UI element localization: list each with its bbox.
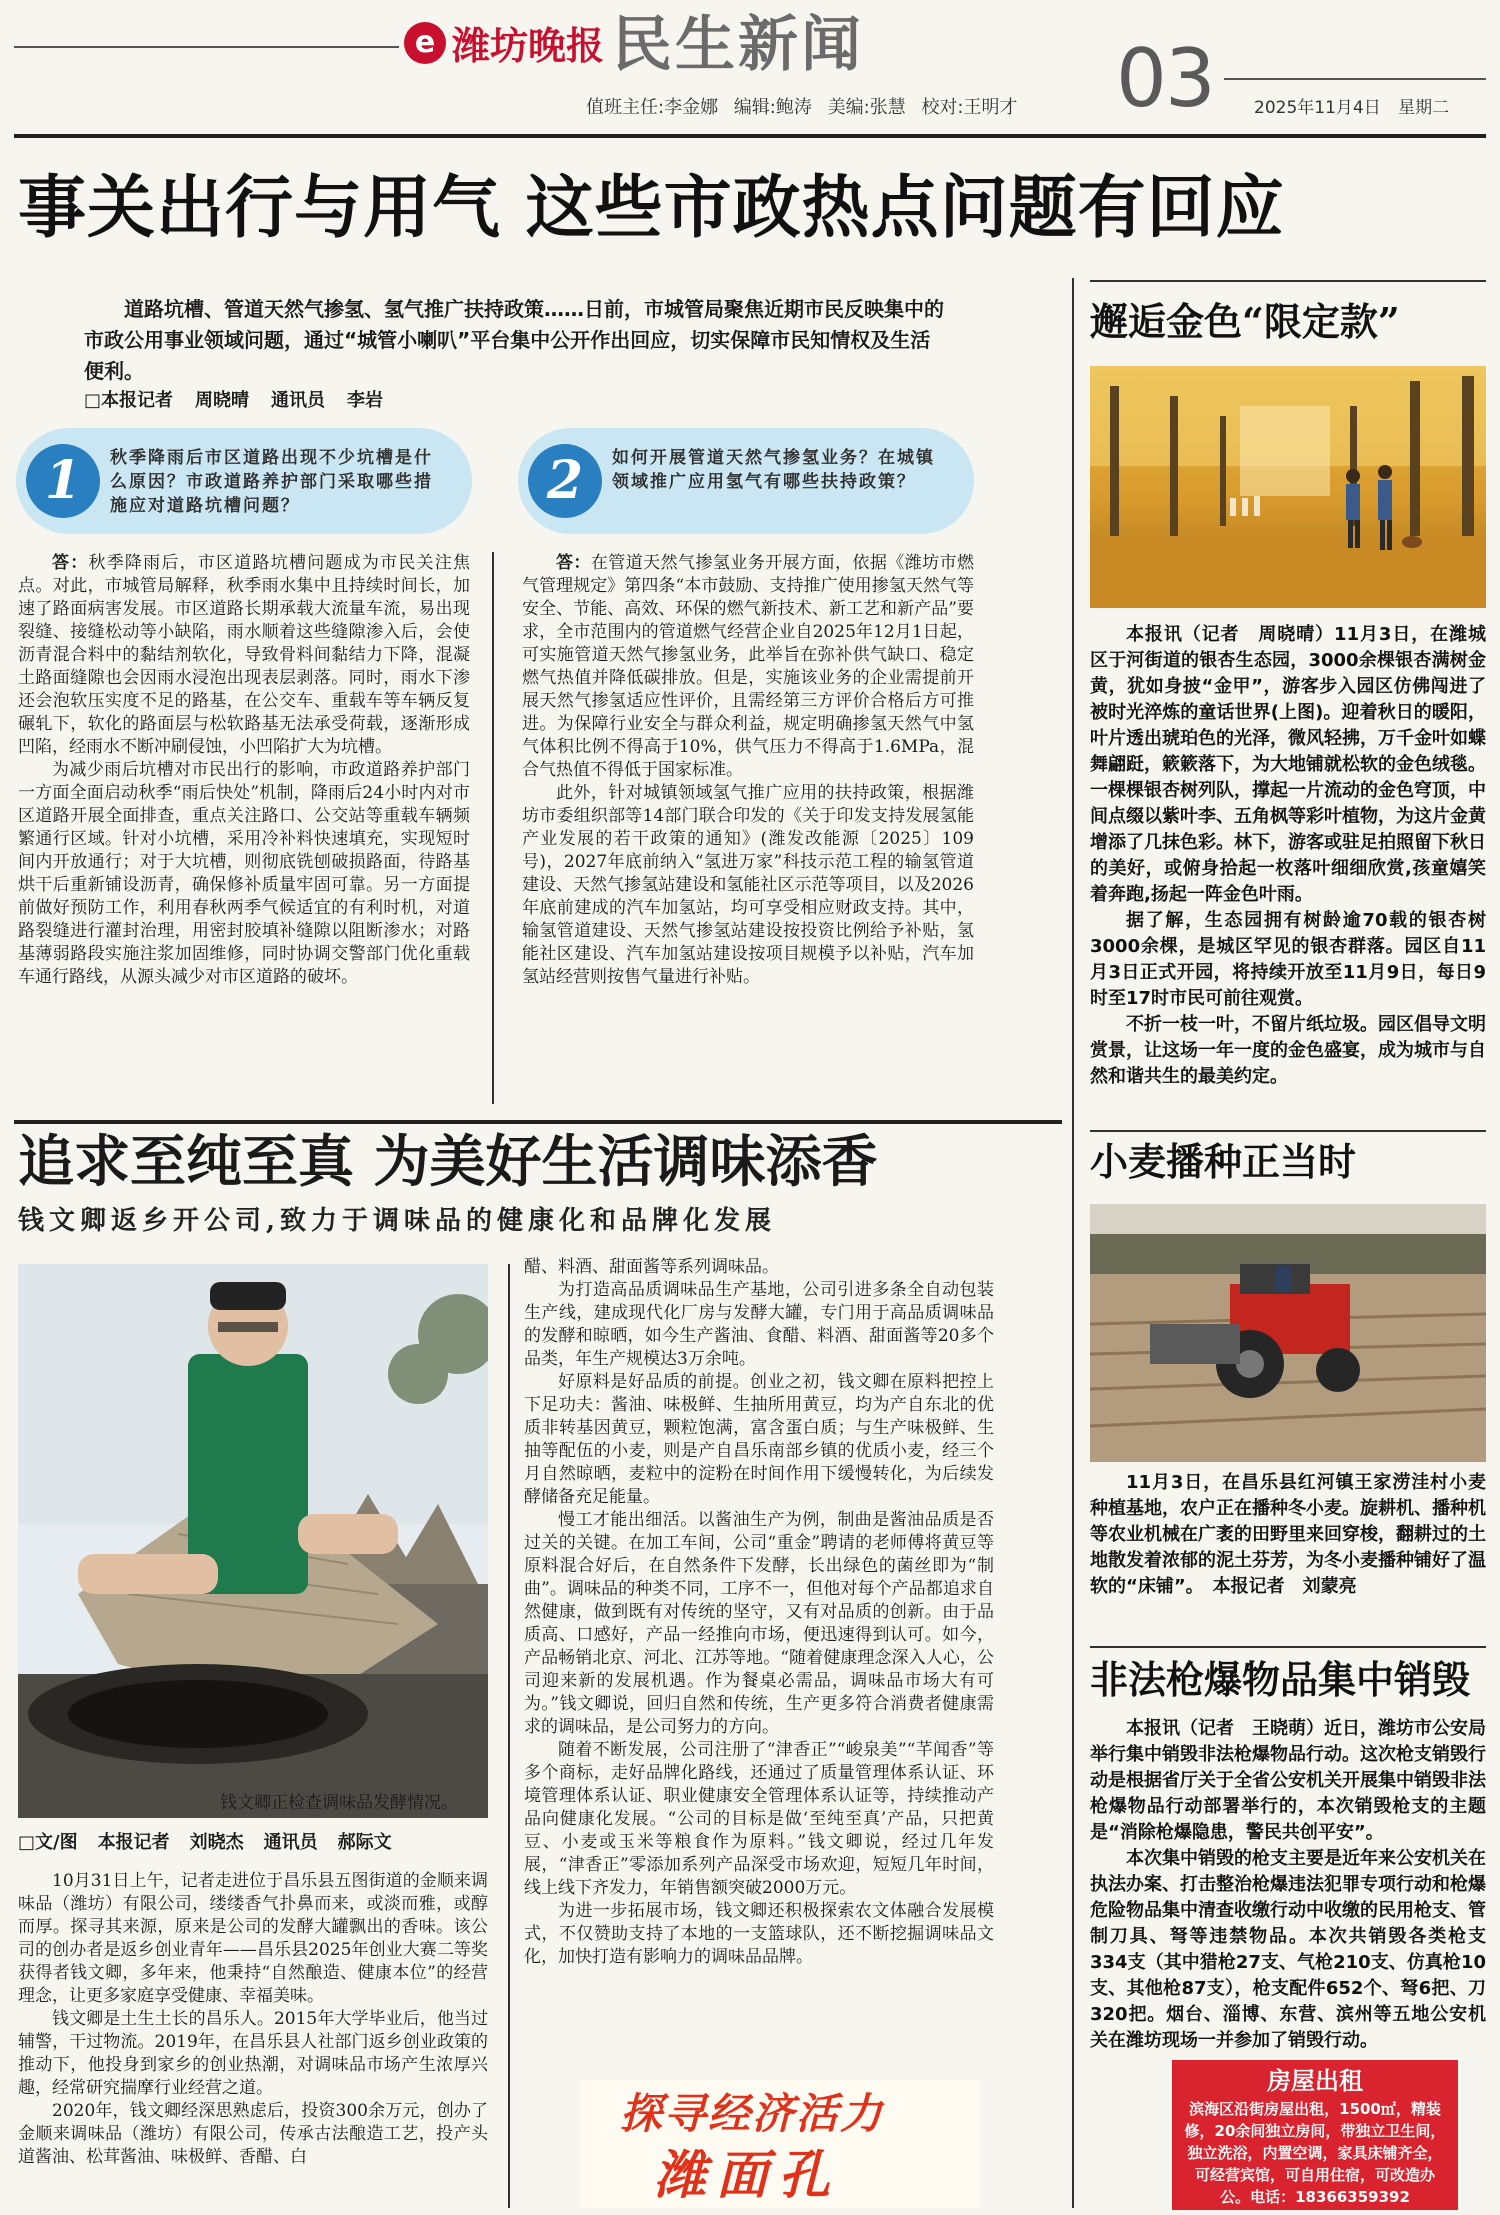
answer-label: 答： — [52, 553, 89, 573]
side3-title: 非法枪爆物品集中销毁 — [1090, 1657, 1471, 1702]
date: 2025年11月4日 — [1254, 98, 1381, 118]
story2-para: 随着不断发展，公司注册了“津香正”“峻泉美”“芊闻香”等多个商标，走好品牌化路线，还通过了质量管理体系认证、环境管理体系认证、职业健康安全管理体系认证等，持续推动产品向健康化发展。“公司的目标是做‘至纯至真’产品，只把黄豆、小麦或玉米等粮食作为原料。”钱文卿说，经过几年发展，“津香正”零添加系列产品深受市场欢迎，短短几年时间，线上线下齐发力，年销售额突破2000万元。 — [524, 1740, 994, 1898]
banner-line-1: 探寻经济活力 — [620, 2089, 885, 2138]
main-byline — [84, 388, 405, 414]
rental-ad — [1172, 2060, 1458, 2210]
side1-para: 据了解，生态园拥有树龄逾70载的银杏树3000余棵，是城区罕见的银杏群落。园区自11月3日正式开园，将持续开放至11月9日，每日9时至17时市民可前往观赏。 — [1090, 910, 1486, 1009]
main-lead — [84, 294, 946, 387]
story2-headline: 追求至纯至真 为美好生活调味添香 — [18, 1130, 878, 1195]
side3-top-rule — [1090, 1646, 1486, 1648]
sidebar-divider — [1072, 278, 1074, 2208]
lead-text: 道路坑槽、管道天然气掺氢、氢气推广扶持政策……日前，市城管局聚焦近期市民反映集中的市政公用事业领域问题，通过“城管小喇叭”平台集中公开作出回应，切实保障市民知情权及生活便利。 — [84, 297, 944, 383]
side3-caption — [1090, 1716, 1486, 2054]
main-headline: 事关出行与用气 这些市政热点问题有回应 — [18, 169, 1285, 248]
answer-2-para — [522, 552, 974, 782]
byline-item: 周晓晴 — [195, 390, 250, 411]
side3-lead: 本报讯（记者 王晓萌） — [1126, 1718, 1324, 1739]
story2-right-column — [524, 1256, 994, 2066]
answer-text: 在管道天然气掺氢业务开展方面，依据《潍坊市燃气管理规定》第四条“本市鼓励、支持推广使用掺氢天然气等安全、节能、高效、环保的燃气新技术、新工艺和新产品”要求，全市范围内的管道燃气经营企业自2025年12月1日起，可实施管道天然气掺氢业务，此举旨在弥补供气缺口、稳定燃气热值并降低碳排放。但是，实施该业务的企业需提前开展天然气掺氢适应性评价，且需经第三方评价合格后方可推进。为保障行业安全与群众利益，规定明确掺氢天然气中氢气体积比例不得高于10%，供气压力不得高于1.6MPa，混合气热值不得低于国家标准。 — [522, 553, 974, 780]
ginkgo-photo — [1090, 366, 1486, 608]
page-number: 03 — [1116, 32, 1214, 125]
story2-para: 为进一步拓展市场，钱文卿还积极探索农文体融合发展模式，不仅赞助支持了本地的一支篮球队，还不断挖掘调味品文化，加快打造有影响力的调味品品牌。 — [524, 1901, 994, 1967]
side2-caption — [1090, 1470, 1486, 1600]
story2-para: 2020年，钱文卿经深思熟虑后，投资300余万元，创办了金顺来调味品（潍坊）有限公司，传承古法酿造工艺，投产头道酱油、松茸酱油、味极鲜、香醋、白 — [18, 2101, 488, 2167]
story2-para: 醋、料酒、甜面酱等系列调味品。 — [524, 1257, 779, 1277]
banner-line-2: 潍面孔 — [654, 2146, 841, 2206]
credit-item: 值班主任:李金娜 — [586, 97, 719, 118]
side3-para: 本次集中销毁的枪支主要是近年来公安机关在执法办案、打击整治枪爆违法犯罪专项行动和枪爆危险物品集中清查收缴行动中收缴的民用枪支、管制刀具、弩等违禁物品。本次共销毁各类枪支334支（其中猎枪27支、气枪210支、仿真枪10支、其他枪87支），枪支配件652个、弩6把、刀320把。烟台、淄博、东营、滨州等五地公安机关在潍坊现场一并参加了销毁行动。 — [1090, 1848, 1486, 2051]
question-2-number: 2 — [528, 444, 602, 518]
side1-title: 邂逅金色“限定款” — [1090, 299, 1400, 344]
brand-logo-icon: e — [404, 22, 446, 64]
story2-para: 慢工才能出细活。以酱油生产为例，制曲是酱油品质是否过关的关键。在加工车间，公司“重金”聘请的老师傅将黄豆等原料混合好后，在自然条件下发酵，长出绿色的菌丝即为“制曲”。调味品的种类不同，工序不一，但他对每个产品都追求自然健康，做到既有对传统的坚守，又有对品质的创新。由于品质高、口感好，产品一经推向市场，便迅速得到认可。如今，产品畅销北京、河北、江苏等地。“随着健康理念深入人心，公司迎来新的发展机遇。作为餐桌必需品，调味品市场大有可为。”钱文卿说，回归自然和传统，生产更多符合消费者健康需求的调味品，是公司努力的方向。 — [524, 1510, 994, 1737]
weekday: 星期二 — [1398, 98, 1450, 118]
story2-para: 钱文卿是土生土长的昌乐人。2015年大学毕业后，他当过辅警，干过物流。2019年，在昌乐县人社部门返乡创业政策的推动下，他投身到家乡的创业热潮，对调味品市场产生浓厚兴趣，经常研究揣摩行业经营之道。 — [18, 2009, 488, 2098]
story2-left-column — [18, 1870, 488, 2212]
side3-text: 近日，潍坊市公安局举行集中销毁非法枪爆物品行动。这次枪支销毁行动是根据省厅关于全省公安机关开展集中销毁非法枪爆物品行动部署举行的，本次销毁枪支的主题是“消除枪爆隐患，警民共创平安”。 — [1090, 1718, 1486, 1843]
photo-caption: 钱文卿正检查调味品发酵情况。 — [220, 1793, 458, 1813]
top-rule-left — [14, 46, 399, 48]
answer-1-para — [18, 552, 470, 759]
column-divider — [508, 1264, 510, 2208]
story2-para: 为打造高品质调味品生产基地，公司引进多条全自动包装生产线，建成现代化厂房与发酵大罐，专门用于高品质调味品的发酵和晾晒，如今生产酱油、食醋、料酒、甜面酱等20多个品类，年生产规模达3万余吨。 — [524, 1280, 994, 1369]
answer-label: 答： — [556, 553, 591, 573]
section-name: 民生新闻 — [612, 10, 864, 80]
byline-item: 通讯员 — [263, 1832, 318, 1853]
credit-item: 编辑:鲍涛 — [733, 97, 812, 118]
credit-item: 校对:王明才 — [921, 97, 1018, 118]
story2-para: 好原料是好品质的前提。创业之初，钱文卿在原料把控上下足功夫：酱油、味极鲜、生抽所用黄豆，均为产自东北的优质非转基因黄豆，颗粒饱满，富含蛋白质；与生产味极鲜、生抽等配伍的小麦，则是产自昌乐南部乡镇的优质小麦，经三个月自然晾晒，麦粒中的淀粉在时间作用下缓慢转化，为后续发酵储备充足能量。 — [524, 1372, 994, 1507]
byline-item: 郝际文 — [337, 1832, 392, 1853]
byline-item: 本报记者 — [97, 1832, 170, 1853]
side3-para — [1090, 1716, 1486, 1846]
story2-rule — [14, 1120, 1062, 1124]
byline-item: 刘晓杰 — [189, 1832, 244, 1853]
story2-byline — [18, 1830, 412, 1856]
answer-2-column — [522, 552, 974, 1112]
byline-item: 通讯员 — [271, 390, 326, 411]
side1-top-rule — [1090, 280, 1486, 282]
wheat-sowing-photo — [1090, 1204, 1486, 1462]
story2-para: 10月31日上午，记者走进位于昌乐县五图街道的金顺来调味品（潍坊）有限公司，缕缕香气扑鼻而来，或淡而雅，或醇而厚。探寻其来源，原来是公司的发酵大罐飘出的香味。该公司的创办者是返乡创业青年——昌乐县2025年创业大赛二等奖获得者钱文卿，多年来，他秉持“自然酿造、健康本位”的经营理念，让更多家庭享受健康、幸福美味。 — [18, 1871, 488, 2006]
fermentation-photo — [18, 1264, 488, 1818]
byline-item: 李岩 — [347, 390, 384, 411]
side1-para: 不折一枝一叶，不留片纸垃圾。园区倡导文明赏景，让这场一年一度的金色盛宴，成为城市与自然和谐共生的最美约定。 — [1090, 1014, 1486, 1087]
byline-item: □本报记者 — [84, 390, 174, 411]
byline-item: □文/图 — [18, 1832, 78, 1853]
side2-top-rule — [1090, 1130, 1486, 1132]
side1-caption — [1090, 622, 1486, 1090]
issue-date — [1254, 96, 1461, 120]
question-2-text: 如何开展管道天然气掺氢业务？在城镇领域推广应用氢气有哪些扶持政策？ — [612, 448, 935, 492]
side1-para — [1090, 622, 1486, 908]
column-divider — [492, 552, 494, 1104]
story2-subtitle: 钱文卿返乡开公司,致力于调味品的健康化和品牌化发展 — [18, 1206, 777, 1236]
answer-1-column — [18, 552, 470, 1112]
masthead-rule — [14, 134, 1486, 138]
question-1-number: 1 — [26, 444, 100, 518]
answer-2-para: 此外，针对城镇领域氢气推广应用的扶持政策，根据潍坊市委组织部等14部门联合印发的《关于印发支持发展氢能产业发展的若干政策的通知》(潍发改能源〔2025〕109号)，2027年底前纳入“氢进万家”科技示范工程的输氢管道建设、天然气掺氢站建设和氢能社区示范等项目，以及2026年底前建成的汽车加氢站，均可享受相应财政支持。其中，输氢管道建设、天然气掺氢站建设按投资比例给予补贴，氢能社区建设、汽车加氢站建设按项目规模予以补贴，汽车加氢站经营则按售气量进行补贴。 — [522, 783, 974, 987]
side2-title: 小麦播种正当时 — [1090, 1139, 1357, 1184]
newspaper-brand: 潍坊晚报 — [452, 24, 605, 68]
question-1-text: 秋季降雨后市区道路出现不少坑槽是什么原因？市政道路养护部门采取哪些措施应对道路坑槽问题？ — [110, 448, 433, 516]
answer-1-para: 为减少雨后坑槽对市民出行的影响，市政道路养护部门一方面全面启动秋季“雨后快处”机制，降雨后24小时内对市区道路开展全面排查，重点关注路口、公交站等重载车辆频繁通行区域。针对小坑槽，采用冷补料快速填充，实现短时间内开放通行；对于大坑槽，则彻底铣刨破损路面，待路基烘干后重新铺设沥青，确保修补质量牢固可靠。另一方面提前做好预防工作，利用春秋两季气候适宜的有利时机，对道路裂缝进行灌封治理，用密封胶填补缝隙以阻断渗水；对路基薄弱路段实施注浆加固维修，同时协调交警部门优化重载车通行路线，从源头减少对市区道路的破坏。 — [18, 760, 470, 987]
side1-text: 11月3日，在潍城区于河街道的银杏生态园，3000余棵银杏满树金黄，犹如身披“金甲”，游客步入园区仿佛闯进了被时光淬炼的童话世界(上图)。迎着秋日的暖阳，叶片透出琥珀色的光泽，微风轻拂，万千金叶如蝶舞翩跹，簌簌落下，为大地铺就松软的金色绒毯。一棵棵银杏树列队，撑起一片流动的金色穹顶，中间点缀以紫叶李、五角枫等彩叶植物，为这片金黄增添了几抹色彩。林下，游客或驻足拍照留下秋日的美好，或俯身拾起一枚落叶细细欣赏,孩童嬉笑着奔跑,扬起一阵金色叶雨。 — [1090, 624, 1487, 905]
side2-text: 11月3日，在昌乐县红河镇王家涝洼村小麦种植基地，农户正在播种冬小麦。旋耕机、播种机等农业机械在广袤的田野里来回穿梭，翻耕过的土地散发着浓郁的泥土芬芳，为冬小麦播种铺好了温软的“床铺”。 本报记者 刘蒙亮 — [1090, 1472, 1486, 1597]
ad-body: 滨海区沿街房屋出租，1500㎡，精装修，20余间独立房间，带独立卫生间，独立洗浴，内置空调，家具床铺齐全，可经营宾馆，可自用住宿，可改造办公。电话：18366359392 — [1184, 2100, 1446, 2206]
side1-lead: 本报讯（记者 周晓晴） — [1126, 624, 1335, 645]
credit-item: 美编:张慧 — [827, 97, 906, 118]
answer-text: 秋季降雨后，市区道路坑槽问题成为市民关注焦点。对此，市城管局解释，秋季雨水集中且持续时间长，加速了路面病害发展。市区道路长期承载大流量车流，易出现裂缝、接缝松动等小缺陷，雨水顺着这些缝隙渗入后，会使沥青混合料中的黏结剂软化，导致骨料间黏结力下降，混凝土路面缝隙也会因雨水浸泡出现表层剥落。同时，雨水下渗还会泡软压实度不足的路基，在公交车、重载车等车辆反复碾轧下，软化的路面层与松软路基无法承受荷载，逐渐形成凹陷，经雨水不断冲刷侵蚀，小凹陷扩大为坑槽。 — [18, 553, 470, 757]
editor-credits — [586, 96, 1028, 120]
top-rule-right — [1224, 78, 1486, 80]
ad-title: 房屋出租 — [1267, 2067, 1363, 2095]
